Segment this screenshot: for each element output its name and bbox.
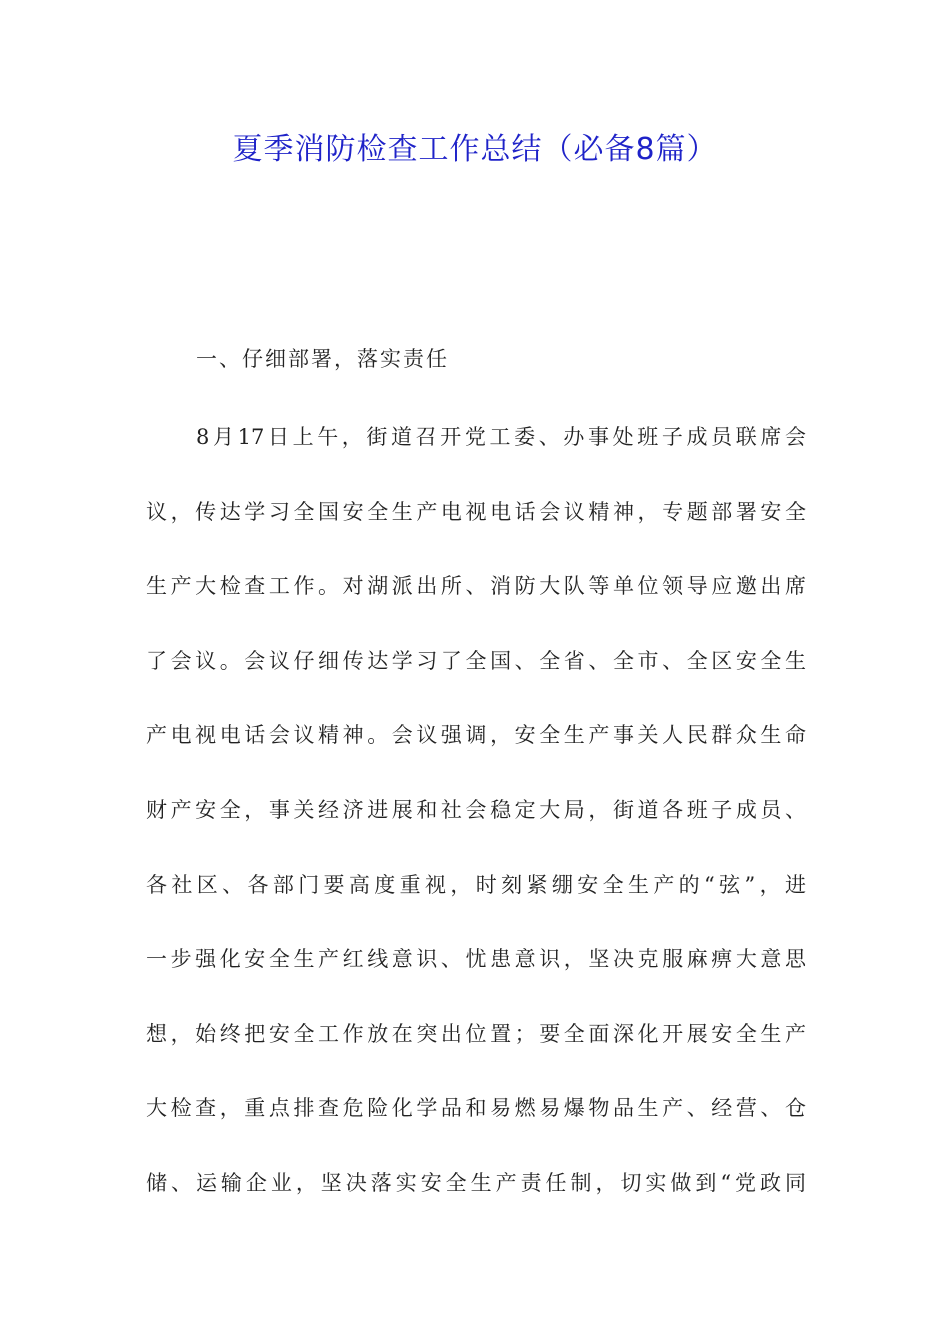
section-heading: 一、仔细部署，落实责任 [196, 347, 449, 371]
paragraph-line: 想，始终把安全工作放在突出位置；要全面深化开展安全生产 [146, 1021, 806, 1046]
paragraph-line: 了会议。会议仔细传达学习了全国、全省、全市、全区安全生 [146, 648, 806, 673]
paragraph-line: 一步强化安全生产红线意识、忧患意识，坚决克服麻痹大意思 [146, 947, 806, 972]
paragraph-line: 产电视电话会议精神。会议强调，安全生产事关人民群众生命 [146, 723, 806, 748]
paragraph-line: 8月17日上午，街道召开党工委、办事处班子成员联席会 [196, 425, 806, 449]
body-paragraph [146, 418, 806, 1239]
paragraph-line: 储、运输企业，坚决落实安全生产责任制，切实做到“党政同 [146, 1170, 806, 1195]
paragraph-line: 议，传达学习全国安全生产电视电话会议精神，专题部署安全 [146, 499, 806, 524]
paragraph-line: 财产安全，事关经济进展和社会稳定大局，街道各班子成员、 [146, 797, 806, 822]
document-title: 夏季消防检查工作总结（必备8篇） [232, 132, 718, 167]
paragraph-line: 各社区、各部门要高度重视，时刻紧绷安全生产的“弦”，进 [146, 872, 806, 897]
paragraph-line: 大检查，重点排查危险化学品和易燃易爆物品生产、经营、仓 [146, 1096, 806, 1121]
paragraph-line: 生产大检查工作。对湖派出所、消防大队等单位领导应邀出席 [146, 574, 806, 599]
